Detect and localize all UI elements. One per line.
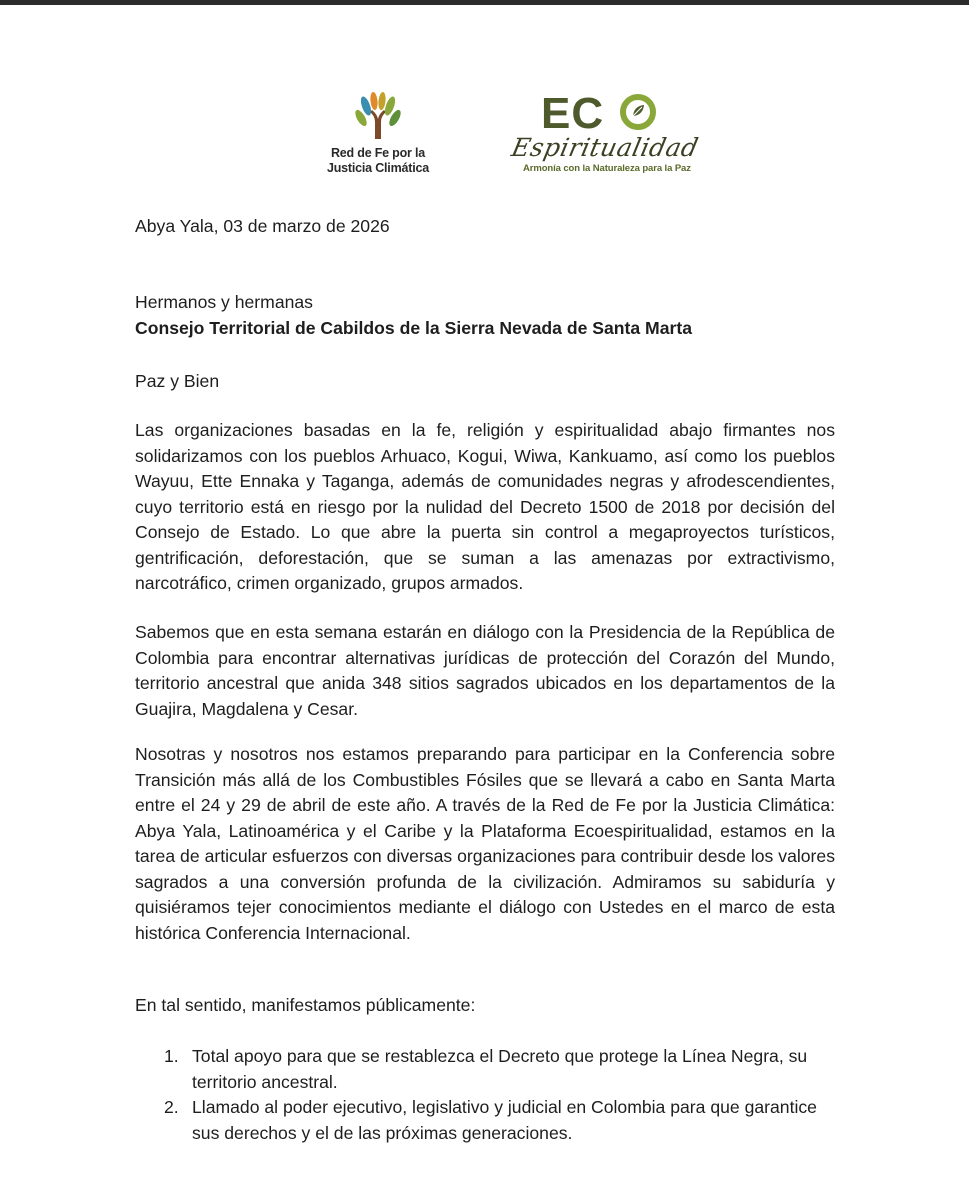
eco-script: Espiritualidad: [509, 133, 702, 162]
letter-greeting: Hermanos y hermanas: [135, 292, 313, 312]
list-item-text: Llamado al poder ejecutivo, legislativo y judicial en Colombia para que garantice sus derechos y el de las próximas generaciones.: [192, 1097, 817, 1143]
list-item: [135, 1095, 835, 1146]
list-item-number: 2.: [164, 1097, 179, 1117]
paragraph-dialogue: Sabemos que en esta semana estarán en diálogo con la Presidencia de la República de Colombia para encontrar alternativas jurídicas de protección del Corazón del Mundo, territorio ancestral que anida 348 sitios sagrados ubicados en los departamentos de la Guajira, Magdalena y Cesar.: [135, 622, 835, 719]
demands-list: [135, 1044, 835, 1146]
letter-recipient: Consejo Territorial de Cabildos de la Sierra Nevada de Santa Marta: [135, 318, 692, 338]
list-item-number: 1.: [164, 1046, 179, 1066]
leaf-circle-icon: [620, 94, 656, 130]
tree-hands-icon: [352, 92, 404, 140]
paragraph-solidarity: Las organizaciones basadas en la fe, religión y espiritualidad abajo firmantes nos solidarizamos con los pueblos Arhuaco, Kogui, Wiwa, Kankuamo, así como los pueblos Wayuu, Ette Ennaka y Taganga, además de comunidades negras y afrodescendientes, cuyo territorio está en riesgo por la nulidad del Decreto 1500 de 2018 por decisión del Consejo de Estado. Lo que abre la puerta sin control a megaproyectos turísticos, gentrificación, deforestación, que se suman a las amenazas por extractivismo, narcotráfico, crimen organizado, grupos armados.: [135, 420, 835, 593]
letter-salutation: Paz y Bien: [135, 371, 220, 391]
list-item: [135, 1044, 835, 1095]
red-fe-logo: [318, 92, 438, 182]
list-item-text: Total apoyo para que se restablezca el Decreto que protege la Línea Negra, su territorio ancestral.: [192, 1046, 808, 1092]
paragraph-conference: Nosotras y nosotros nos estamos preparando para participar en la Conferencia sobre Transición más allá de los Combustibles Fósiles que se llevará a cabo en Santa Marta entre el 24 y 29 de abril de este año. A través de la Red de Fe por la Justicia Climática: Abya Yala, Latinoamérica y el Caribe y la Plataforma Ecoespiritualidad, estamos en la tarea de articular esfuerzos con diversas organizaciones para contribuir desde los valores sagrados a una conversión profunda de la civilización. Admiramos su sabiduría y quisiéramos tejer conocimientos mediante el diálogo con Ustedes en el marco de esta histórica Conferencia Internacional.: [135, 744, 835, 943]
paragraph-manifest: En tal sentido, manifestamos públicamente:: [135, 995, 476, 1015]
letter-date: Abya Yala, 03 de marzo de 2026: [135, 216, 390, 236]
red-fe-name-line1: Red de Fe por la: [330, 146, 426, 160]
top-border: [0, 0, 969, 5]
eco-word: EC: [541, 89, 605, 138]
red-fe-name-line2: Justicia Climática: [326, 161, 429, 175]
eco-espiritualidad-logo: [508, 89, 702, 180]
eco-tagline: Armonía con la Naturaleza para la Paz: [523, 163, 691, 174]
